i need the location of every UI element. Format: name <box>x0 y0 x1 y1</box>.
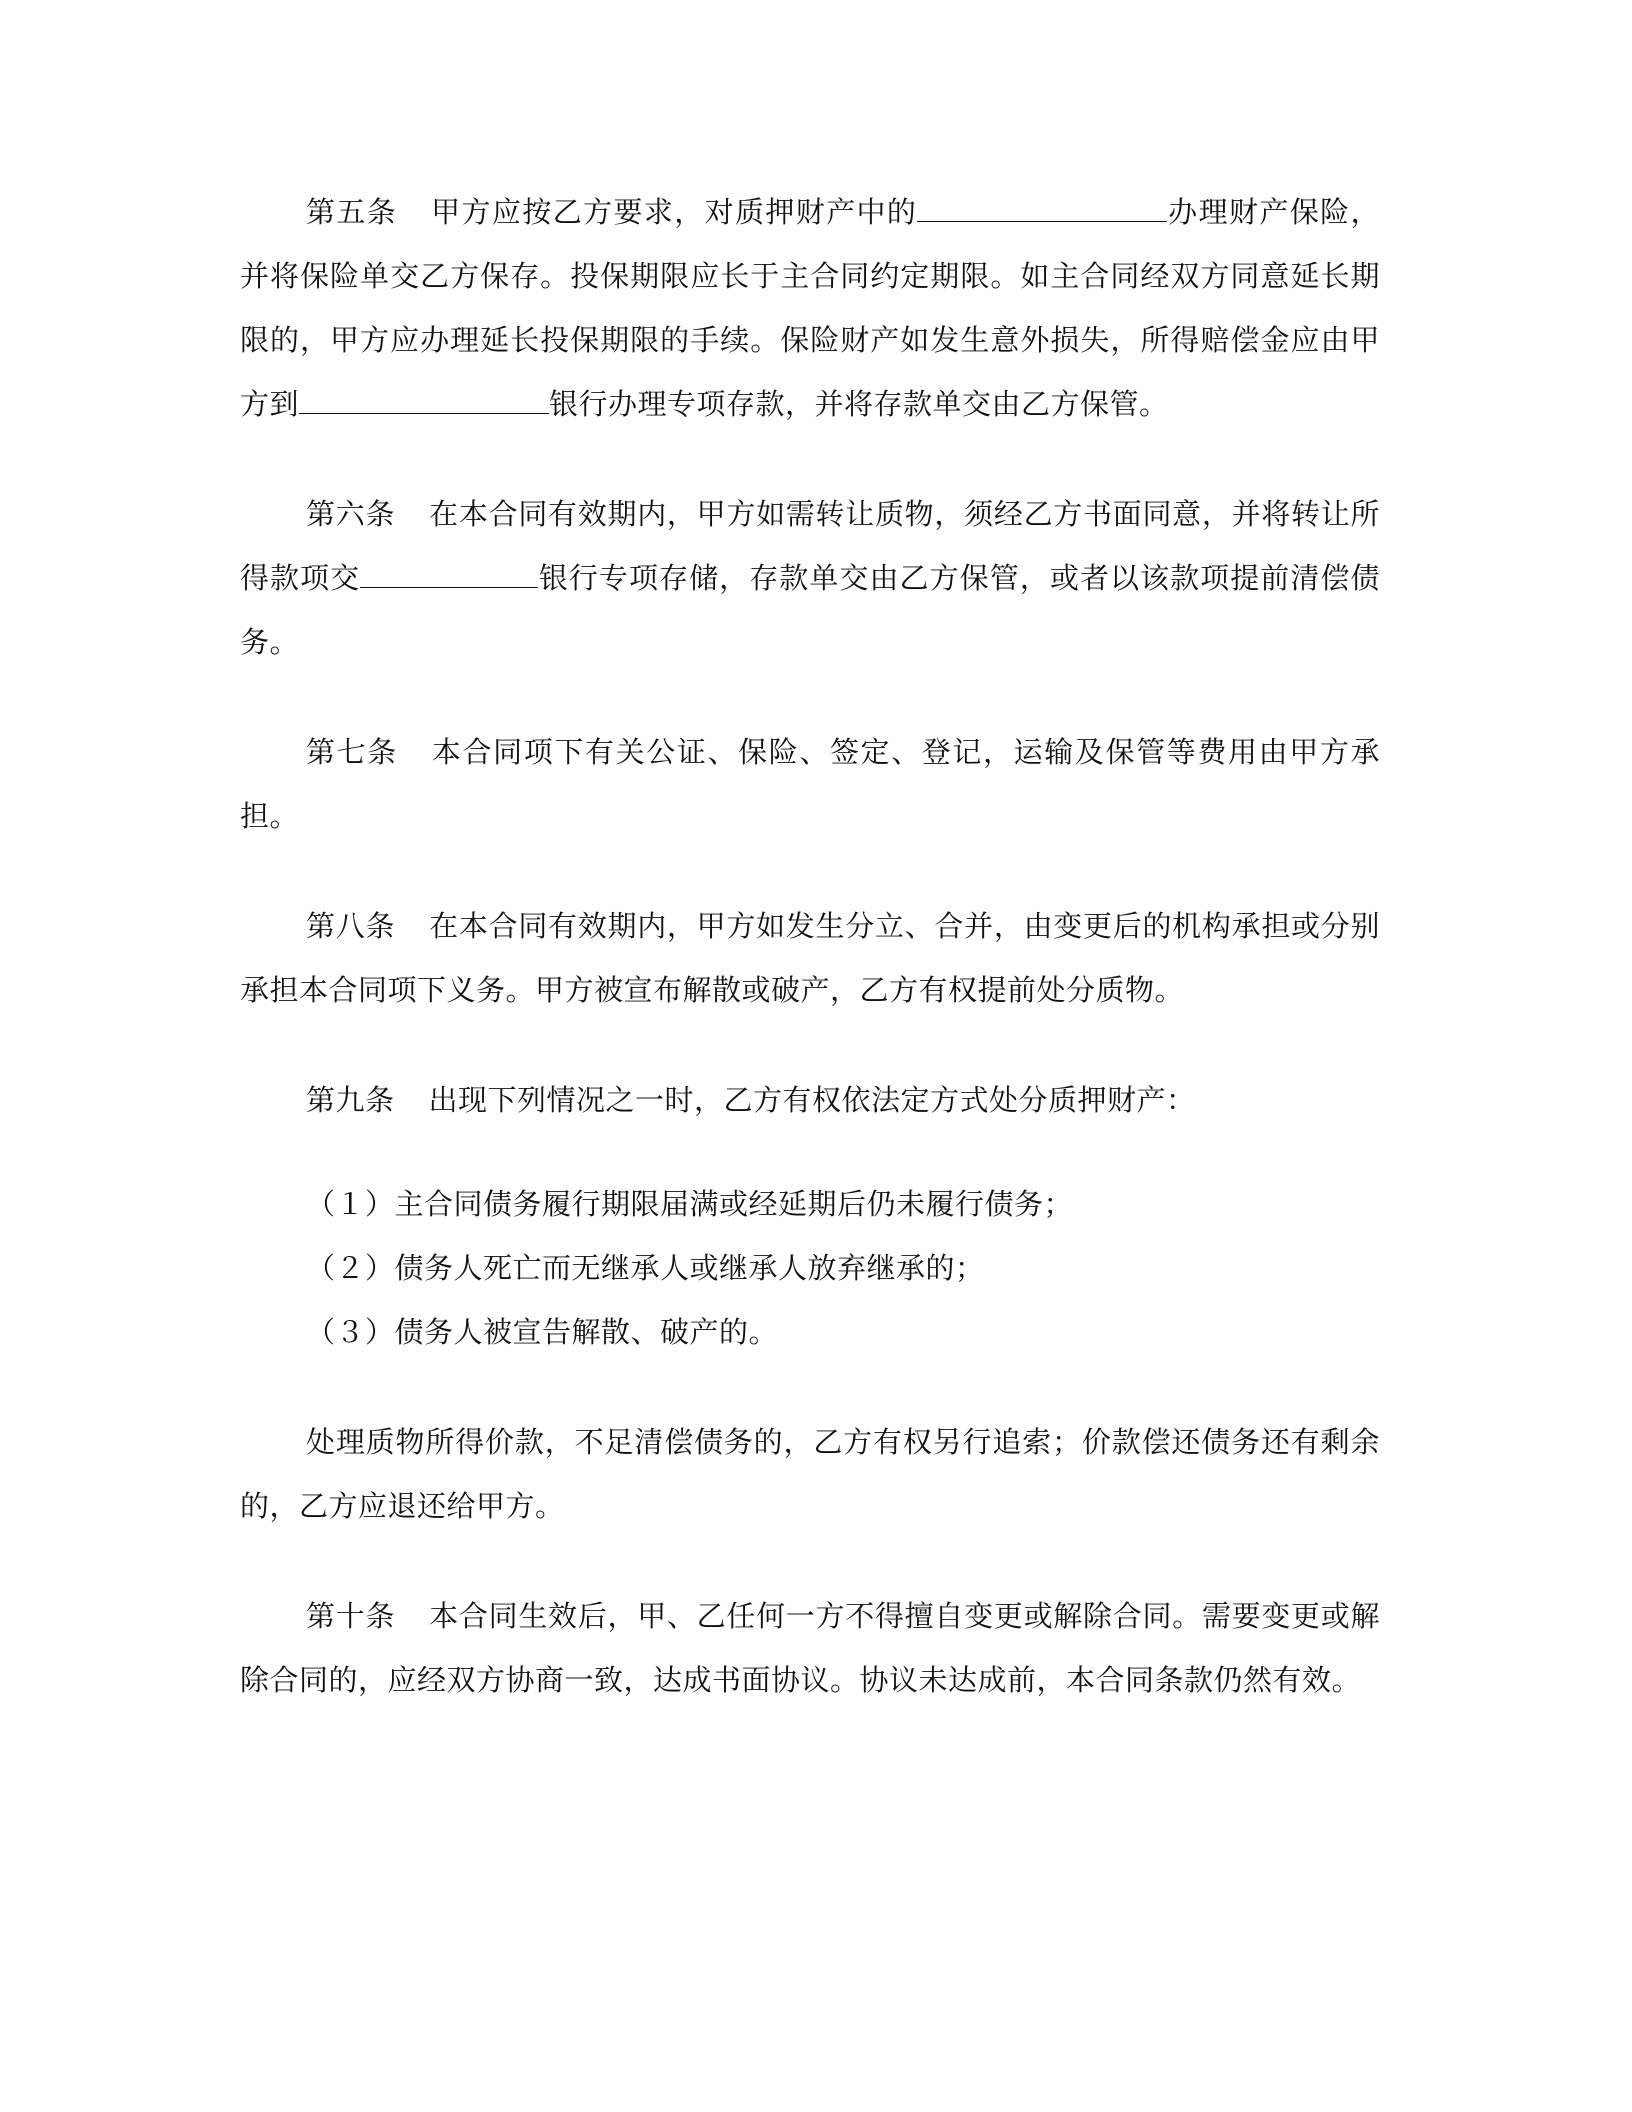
article-5-text-3: 银行办理专项存款，并将存款单交由乙方保管。 <box>549 387 1169 421</box>
article-8-text: 在本合同有效期内，甲方如发生分立、合并，由变更后的机构承担或分别承担本合同项下义务。甲方被宣布解散或破产，乙方有权提前处分质物。 <box>240 909 1380 1007</box>
article-9-text: 出现下列情况之一时，乙方有权依法定方式处分质押财产： <box>428 1083 1196 1117</box>
list-item: （２）债务人死亡而无继承人或继承人放弃继承的； <box>306 1251 985 1285</box>
list-item: （１）主合同债务履行期限届满或经延期后仍未履行债务； <box>306 1187 1074 1221</box>
article-5-number: 第五条 <box>306 195 398 229</box>
article-7-number: 第七条 <box>306 735 398 769</box>
article-6-text-2: 银行专项存储，存款单交由乙方保管，或者以该款项提前清偿债务。 <box>240 561 1380 659</box>
spacer <box>240 1132 1380 1172</box>
fill-blank-insured-property[interactable] <box>917 191 1167 222</box>
list-item: （３）债务人被宣告解散、破产的。 <box>306 1315 779 1349</box>
article-6 <box>240 482 1380 674</box>
article-8-number: 第八条 <box>306 909 396 943</box>
article-5-text-1: 甲方应按乙方要求，对质押财产中的 <box>431 195 918 229</box>
article-5-text-2: 办理财产保险，并将保险单交乙方保存。投保期限应长于主合同约定期限。如主合同经双方同意延长期限的，甲方应办理延长投保期限的手续。保险财产如发生意外损失，所得赔偿金应由甲方到 <box>240 195 1380 421</box>
article-9-conditions-list <box>240 1172 1380 1364</box>
disposal-paragraph: 处理质物所得价款，不足清偿债务的，乙方有权另行追索；价款偿还债务还有剩余的，乙方应退还给甲方。 <box>240 1425 1380 1523</box>
spacer <box>240 436 1380 482</box>
article-9 <box>240 1068 1380 1132</box>
fill-blank-transfer-bank[interactable] <box>360 557 538 588</box>
article-8 <box>240 894 1380 1022</box>
spacer <box>240 1364 1380 1410</box>
article-10-text: 本合同生效后，甲、乙任何一方不得擅自变更或解除合同。需要变更或解除合同的，应经双方协商一致，达成书面协议。协议未达成前，本合同条款仍然有效。 <box>240 1599 1380 1697</box>
fill-blank-bank-deposit[interactable] <box>299 383 549 414</box>
article-10-number: 第十条 <box>306 1599 396 1633</box>
article-6-number: 第六条 <box>306 497 396 531</box>
spacer <box>240 674 1380 720</box>
spacer <box>240 848 1380 894</box>
spacer <box>240 1538 1380 1584</box>
article-5 <box>240 180 1380 436</box>
document-page <box>240 180 1380 1712</box>
spacer <box>240 1022 1380 1068</box>
article-7-text: 本合同项下有关公证、保险、签定、登记，运输及保管等费用由甲方承担。 <box>240 735 1380 833</box>
article-10 <box>240 1584 1380 1712</box>
article-6-text-1: 在本合同有效期内，甲方如需转让质物，须经乙方书面同意，并将转让所得款项交 <box>240 497 1380 595</box>
article-7 <box>240 720 1380 848</box>
article-9-number: 第九条 <box>306 1083 395 1117</box>
